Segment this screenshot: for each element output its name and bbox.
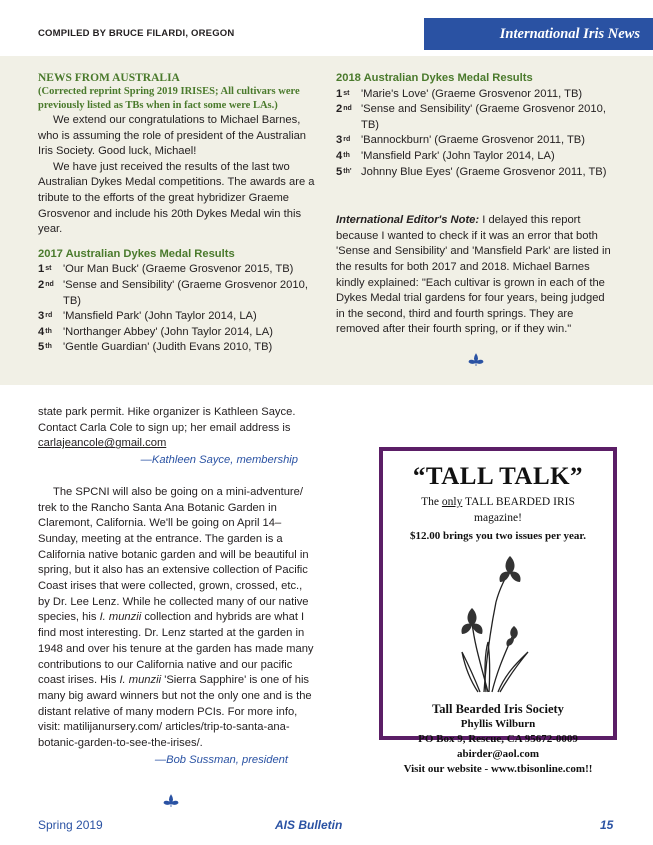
- medal-rank: [38, 262, 63, 278]
- medal-2017-list: [38, 262, 316, 356]
- medal-rank-number: 4: [336, 149, 343, 162]
- medal-rank-suffix: nd: [343, 105, 352, 113]
- news-panel: [0, 56, 653, 385]
- species-name: I. munzii: [99, 611, 142, 624]
- ad-contact-name: Phyllis Wilburn: [460, 718, 536, 730]
- medal-rank-number: 1: [336, 87, 343, 100]
- medal-rank-suffix: th': [343, 167, 352, 175]
- ad-title: “TALL TALK”: [412, 463, 584, 490]
- medal-rank-number: 1: [38, 263, 45, 276]
- ad-tagline-magazine: magazine!: [474, 512, 522, 524]
- paragraph-permit-text: state park permit. Hike organizer is Kathleen Sayce. Contact Carla Cole to sign up; her email address is: [38, 406, 296, 434]
- medal-rank: [38, 340, 63, 356]
- medal-result-item: [336, 149, 616, 165]
- attribution-sussman: —Bob Sussman, president: [154, 753, 288, 766]
- medal-entry: 'Mansfield Park' (John Taylor 2014, LA): [361, 149, 555, 162]
- medal-rank-number: 3: [336, 134, 343, 147]
- medal-2018-list: [336, 87, 616, 181]
- spcni-text-c: 'Sierra Sapphire' is one of his many big award winners but not the only one and is the distant relative of many modern PCIs. For more info, visit: matilijanursery.com/ articles/trip-to-santa-ana-botanic-garden-to-see-the-irises/.: [38, 674, 312, 750]
- footer-season: Spring 2019: [38, 818, 103, 832]
- medal-entry: 'Mansfield Park' (John Taylor 2014, LA): [63, 310, 257, 323]
- medal-2017-heading: 2017 Australian Dykes Medal Results: [38, 247, 235, 260]
- news-heading: NEWS FROM AUSTRALIA: [38, 72, 180, 84]
- spcni-text-b: collection and hybrids are what I find most interesting. Dr. Lenz started at the garden in 1948 and over his tenure at the garden has made many contributions to our California native and our pacific coast irises. His: [38, 611, 314, 687]
- medal-entry: 'Sense and Sensibility' (Graeme Grosvenor 2010, TB): [361, 103, 606, 131]
- news-left-column: [38, 71, 316, 356]
- ad-tagline: [383, 494, 613, 526]
- ad-tagline-a: The: [421, 496, 442, 508]
- section-title-band: International Iris News: [424, 18, 653, 50]
- medal-rank-number: 2: [336, 103, 343, 116]
- medal-rank-suffix: nd: [45, 280, 54, 288]
- paragraph-results: We have just received the results of the last two Australian Dykes Medal competitions. The awards are a tribute to the efforts of the great hybridizer Graeme Grosvenor and include his 20th Dykes Medal win this year.: [38, 160, 315, 236]
- correction-note: (Corrected reprint Spring 2019 IRISES; All cultivars were previously listed as TBs when in fact some were LAs.): [38, 86, 300, 111]
- news-right-column: [336, 71, 616, 338]
- footer-publication: AIS Bulletin: [275, 818, 343, 832]
- ad-address: PO Box 9, Rescue, CA 95672-0009: [418, 733, 578, 745]
- editors-note-label: International Editor's Note:: [336, 214, 480, 227]
- medal-result-item: [38, 340, 316, 356]
- ad-organization: Tall Bearded Iris Society: [432, 702, 564, 716]
- medal-rank-number: 5: [38, 341, 45, 354]
- compiled-by: COMPILED BY BRUCE FILARDI, OREGON: [38, 28, 235, 39]
- iris-illustration-icon: [383, 542, 613, 702]
- medal-rank: [38, 278, 63, 309]
- paragraph-congratulations: We extend our congratulations to Michael Barnes, who is assuming the role of president of the Australian Iris Society. Good luck, Michael!: [38, 114, 307, 158]
- medal-result-item: [38, 262, 316, 278]
- medal-result-item: [336, 133, 616, 149]
- species-name: I. munzii: [119, 674, 162, 687]
- ad-tagline-only: only: [441, 496, 463, 508]
- medal-result-item: [336, 102, 616, 133]
- medal-rank: [336, 87, 361, 103]
- medal-rank-suffix: st: [45, 265, 52, 273]
- medal-rank-number: 3: [38, 310, 45, 323]
- medal-rank: [336, 102, 361, 133]
- attribution-sayce: —Kathleen Sayce, membership: [140, 454, 298, 467]
- medal-entry: 'Our Man Buck' (Graeme Grosvenor 2015, TB): [63, 263, 294, 276]
- editors-note-text: I delayed this report because I wanted to check if it was an error that both 'Sense and Sensibility' and 'Mansfield Park' are listed in the results for both 2017 and 2018. Michael Barnes kindly explained: "Each cultivar is grown in each of the Dykes Medal trial gardens for four years, being judged in the second, third and fourth springs. They are removed after their fourth spring, or if they win.": [336, 214, 611, 336]
- medal-entry: 'Sense and Sensibility' (Graeme Grosvenor 2010, TB): [63, 278, 308, 307]
- medal-rank-number: 4: [38, 325, 45, 338]
- medal-rank-suffix: rd: [45, 312, 53, 320]
- medal-rank: [336, 149, 361, 165]
- medal-rank-number: 5: [336, 165, 343, 178]
- ad-website: Visit our website - www.tbisonline.com!!: [403, 763, 593, 775]
- medal-entry: 'Northanger Abbey' (John Taylor 2014, LA): [63, 325, 273, 338]
- medal-entry: 'Bannockburn' (Graeme Grosvenor 2011, TB): [361, 134, 585, 147]
- medal-result-item: [38, 325, 316, 341]
- paragraph-permit: [38, 405, 316, 452]
- spcni-text-a: The SPCNI will also be going on a mini-adventure/ trek to the Rancho Santa Ana Botanic Garden in Claremont, California. We'll be going on April 14– Sunday, meeting at the entrance. The garden is a California native botanic garden and will be beautiful in spring, but it also has an extensive collection of Pacific Coast irises that were collected, grown, crossed, etc., by Dr. Lee Lenz. While he collected many of our native species, his: [38, 485, 309, 624]
- editors-note: [336, 213, 616, 338]
- iris-ornament-icon: [468, 353, 484, 371]
- medal-rank-number: 2: [38, 278, 45, 291]
- medal-entry: 'Marie's Love' (Graeme Grosvenor 2011, TB): [361, 87, 583, 100]
- iris-ornament-icon: [163, 794, 179, 812]
- medal-rank-suffix: th: [343, 151, 350, 159]
- medal-result-item: [38, 278, 316, 309]
- medal-rank-suffix: st: [343, 89, 350, 97]
- medal-rank: [38, 309, 63, 325]
- medal-rank: [38, 325, 63, 341]
- ad-tagline-b: TALL BEARDED IRIS: [462, 496, 575, 508]
- medal-entry: Johnny Blue Eyes' (Graeme Grosvenor 2011, TB): [361, 165, 607, 178]
- tall-talk-advertisement: [379, 447, 617, 775]
- medal-result-item: [38, 309, 316, 325]
- medal-rank-suffix: rd: [343, 136, 351, 144]
- medal-rank-suffix: th: [45, 327, 52, 335]
- ad-email: abirder@aol.com: [456, 748, 540, 760]
- medal-rank-suffix: th: [45, 343, 52, 351]
- email-link[interactable]: carlajeancole@gmail.com: [38, 437, 167, 450]
- ad-price: $12.00 brings you two issues per year.: [409, 530, 587, 542]
- medal-2018-heading: 2018 Australian Dykes Medal Results: [336, 72, 533, 84]
- medal-result-item: [336, 87, 616, 103]
- bottom-article: [38, 405, 316, 768]
- medal-rank: [336, 165, 361, 181]
- medal-entry: 'Gentle Guardian' (Judith Evans 2010, TB): [63, 341, 273, 354]
- medal-rank: [336, 133, 361, 149]
- medal-result-item: [336, 165, 616, 181]
- paragraph-spcni: [38, 485, 316, 752]
- page-number: 15: [600, 818, 614, 832]
